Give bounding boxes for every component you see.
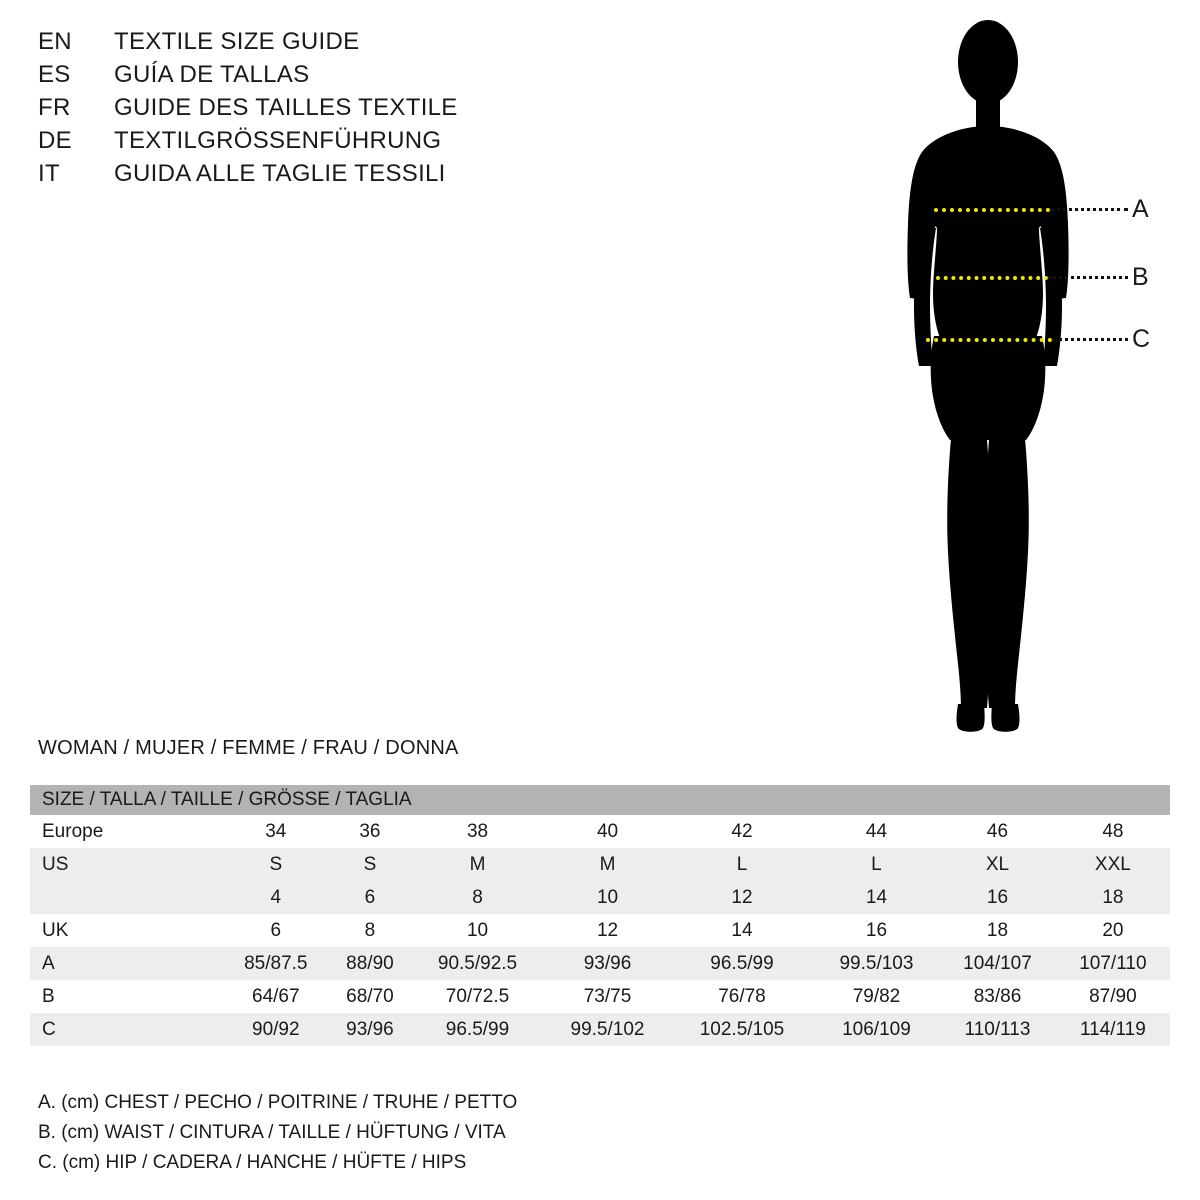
table-cell: L — [814, 848, 940, 881]
row-label: Europe — [30, 815, 222, 848]
table-cell: 68/70 — [330, 980, 411, 1013]
footnote-hip: C. (cm) HIP / CADERA / HANCHE / HÜFTE / HIPS — [38, 1152, 467, 1173]
title-lang-code: ES — [38, 61, 71, 88]
table-cell: 88/90 — [330, 947, 411, 980]
title-block — [38, 28, 638, 193]
table-cell: 104/107 — [939, 947, 1056, 980]
row-label: UK — [30, 914, 222, 947]
table-cell: 90.5/92.5 — [410, 947, 544, 980]
table-cell: 8 — [410, 881, 544, 914]
row-label: C — [30, 1013, 222, 1046]
table-cell: 44 — [814, 815, 940, 848]
table-cell: 114/119 — [1056, 1013, 1170, 1046]
title-row — [38, 61, 638, 94]
table-cell: 14 — [814, 881, 940, 914]
chest-measure-line — [934, 208, 1050, 212]
table-cell: 99.5/103 — [814, 947, 940, 980]
title-row — [38, 160, 638, 193]
table-cell: 90/92 — [222, 1013, 330, 1046]
table-cell: 93/96 — [330, 1013, 411, 1046]
section-heading: WOMAN / MUJER / FEMME / FRAU / DONNA — [38, 737, 459, 759]
row-label: A — [30, 947, 222, 980]
table-cell: L — [670, 848, 813, 881]
row-label: US — [30, 848, 222, 881]
table-cell: 70/72.5 — [410, 980, 544, 1013]
table-cell: 10 — [545, 881, 671, 914]
table-cell: 73/75 — [545, 980, 671, 1013]
title-lang-code: DE — [38, 127, 72, 154]
table-cell: 76/78 — [670, 980, 813, 1013]
waist-measure-line — [936, 276, 1048, 280]
table-row — [30, 848, 1170, 881]
footnotes — [38, 1088, 738, 1178]
table-cell: 42 — [670, 815, 813, 848]
table-cell: 12 — [545, 914, 671, 947]
table-cell: 16 — [814, 914, 940, 947]
table-cell: 93/96 — [545, 947, 671, 980]
table-cell: 20 — [1056, 914, 1170, 947]
table-cell: 14 — [670, 914, 813, 947]
waist-measure-label: B — [1132, 263, 1149, 291]
footnote-waist: B. (cm) WAIST / CINTURA / TAILLE / HÜFTUNG / VITA — [38, 1122, 506, 1143]
title-text: TEXTILGRÖSSENFÜHRUNG — [114, 127, 442, 154]
table-header-label: SIZE / TALLA / TAILLE / GRÖSSE / TAGLIA — [30, 785, 1170, 815]
table-cell: 110/113 — [939, 1013, 1056, 1046]
table-cell: 107/110 — [1056, 947, 1170, 980]
hip-leader-line — [1052, 338, 1128, 341]
table-cell: XL — [939, 848, 1056, 881]
table-cell: 10 — [410, 914, 544, 947]
table-cell: S — [330, 848, 411, 881]
row-label — [30, 881, 222, 914]
table-row — [30, 1013, 1170, 1046]
title-row — [38, 94, 638, 127]
table-cell: 64/67 — [222, 980, 330, 1013]
table-row — [30, 815, 1170, 848]
body-figure-area — [860, 10, 1190, 750]
table-cell: 40 — [545, 815, 671, 848]
table-cell: 8 — [330, 914, 411, 947]
title-text: GUIDE DES TAILLES TEXTILE — [114, 94, 458, 121]
table-cell: 102.5/105 — [670, 1013, 813, 1046]
waist-leader-line — [1048, 276, 1128, 279]
table-row — [30, 947, 1170, 980]
hip-measure-line — [926, 338, 1052, 342]
table-cell: 87/90 — [1056, 980, 1170, 1013]
table-cell: XXL — [1056, 848, 1170, 881]
table-header-row — [30, 785, 1170, 815]
table-cell: 16 — [939, 881, 1056, 914]
table-cell: 106/109 — [814, 1013, 940, 1046]
table-cell: 6 — [330, 881, 411, 914]
chest-leader-line — [1050, 208, 1128, 211]
title-lang-code: FR — [38, 94, 71, 121]
table-cell: 46 — [939, 815, 1056, 848]
table-cell: 18 — [1056, 881, 1170, 914]
title-row — [38, 28, 638, 61]
table-cell: 36 — [330, 815, 411, 848]
title-lang-code: EN — [38, 28, 72, 55]
table-cell: 12 — [670, 881, 813, 914]
female-body-silhouette-icon — [860, 10, 1190, 750]
table-cell: 6 — [222, 914, 330, 947]
table-cell: M — [410, 848, 544, 881]
table-row — [30, 881, 1170, 914]
size-table — [30, 785, 1170, 1046]
title-lang-code: IT — [38, 160, 60, 187]
table-cell: 38 — [410, 815, 544, 848]
table-cell: 96.5/99 — [410, 1013, 544, 1046]
table-cell: 4 — [222, 881, 330, 914]
table-cell: S — [222, 848, 330, 881]
title-row — [38, 127, 638, 160]
table-row — [30, 914, 1170, 947]
table-cell: 99.5/102 — [545, 1013, 671, 1046]
table-cell: 34 — [222, 815, 330, 848]
chest-measure-label: A — [1132, 195, 1149, 223]
footnote-chest: A. (cm) CHEST / PECHO / POITRINE / TRUHE / PETTO — [38, 1092, 518, 1113]
table-row — [30, 980, 1170, 1013]
table-cell: 48 — [1056, 815, 1170, 848]
row-label: B — [30, 980, 222, 1013]
title-text: TEXTILE SIZE GUIDE — [114, 28, 360, 55]
title-text: GUÍA DE TALLAS — [114, 61, 310, 88]
title-text: GUIDA ALLE TAGLIE TESSILI — [114, 160, 446, 187]
table-cell: 83/86 — [939, 980, 1056, 1013]
table-cell: 18 — [939, 914, 1056, 947]
table-cell: 85/87.5 — [222, 947, 330, 980]
hip-measure-label: C — [1132, 325, 1151, 353]
table-cell: 96.5/99 — [670, 947, 813, 980]
table-cell: M — [545, 848, 671, 881]
table-cell: 79/82 — [814, 980, 940, 1013]
